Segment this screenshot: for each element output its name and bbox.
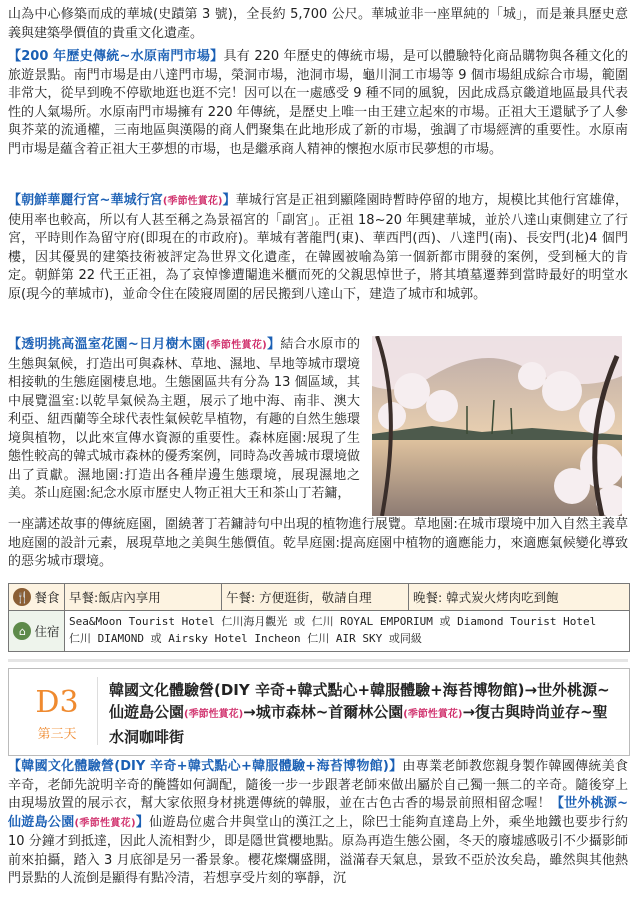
nammun-market-section — [8, 48, 628, 159]
day3-body: 【韓國文化體驗營(DIY 辛奇+韓式點心+韓服體驗+海苔博物館)】由專業老師教您親身製作韓國傳統美食辛奇，老師先說明辛奇的醃醬如何調配，隨後一步一步跟著老師來做出屬於自己獨一無二的辛奇。隨後穿上由現場放置的展示衣，幫大家依照身材挑選傳統的韓服，並在古色古香的場景前照相留念喔！【世外桃源~仙遊島公園(季節性賞花)】仙遊島位處合井與堂山的漢江之上，除巴士能夠直達島上外，乘坐地鐵也要步行約 10 分鐘才到抵達，因此人流相對少，即是隱世賞櫻地點。原為再造生態公園，冬天的廢墟感吸引不少攝影師前來拍攝，踏入 3 月底卻是另一番景象。櫻花燦爛盛開，溢滿春天氣息，景致不亞於汝矣島，雖然與其他熱門景點的人流倒是顯得有點冷清，若想享受片刻的寧靜，沉 — [8, 759, 628, 886]
hotel-label: 住宿 — [34, 624, 60, 639]
day-number: D3 — [35, 685, 79, 720]
intro-text: 山為中心修築而成的華城(史蹟第 3 號)，全長約 5,700 公尺。華城並非一座單純的「城」，而是兼具歷史意義與建築學價值的貴重文化遺產。 — [8, 7, 628, 41]
cherry-blossom-lake-image — [372, 336, 622, 516]
day3-header — [8, 668, 630, 756]
palace-body: 華城行宮是正祖到顯隆園時暫時停留的地方，規模比其他行宮雄偉，使用率也較高，所以有人甚至稱之為景福宮的「副宮」。正祖 18~20 年興建華城，並於八達山東側建立了行宮，平時則作為留守府(即現在的市政府)。華城有著龍門(東)、華西門(西)、八達門(南)、長安門(北)4 個門樓，因其優異的建築技術被評定為世界文化遺產，在韓國被喻為第一個新都市開發的案例，受到極大的肯定。朝鮮第 22 代王正祖，為了哀悼慘遭閹進米櫃而死的父親思悼世子，將其墳墓遷葬到當時最好的明堂水原(現今的華城市)，並命令住在陵寢周圍的居民搬到八達山下，建造了城市和城郭。 — [8, 193, 628, 302]
seonyudo-title: 【世外桃源~仙遊島公園 — [8, 796, 628, 830]
breakfast-cell: 早餐:飯店內享用 — [65, 584, 222, 610]
ecopark-section-continued: 一座講述故事的傳統庭園，圍繞著丁若鏞詩句中出現的植物進行展覽。草地園:在城市環境中加入自然主義草地庭園的設計元素，展現草地之美與生態價值。乾旱庭園:提高庭園中植物的適應能力，來適應氣候變化導致的惡劣城市環境。 — [8, 517, 628, 569]
intro-paragraph — [8, 6, 628, 43]
hotel-line-1: Sea&Moon Tourist Hotel 仁川海月觀光 或 仁川 ROYAL EMPORIUM 或 Diamond Tourist Hotel — [69, 615, 597, 628]
day3-title: 韓國文化體驗營(DIY 辛奇+韓式點心+韓服體驗+海苔博物館)→世外桃源~仙遊島公園(季節性賞花)→城市森林~首爾林公園(季節性賞花)→復古與時尚並存~聖水洞咖啡街 — [109, 681, 610, 746]
cherry-blossom-photo — [372, 336, 622, 516]
lunch-cell: 午餐: 方便逛街，敬請自理 — [222, 584, 409, 610]
day-label: 第三天 — [37, 727, 77, 742]
ecopark-section-top: 【透明挑高溫室花園~日月樹木園(季節性賞花)】結合水原市的生態與氣候，打造出可與森林、草地、濕地、旱地等城市環境相接軌的生態庭園棲息地。生態園區共有分為 13 個區域，其中展覽溫室:以乾旱氣候為主題，展示了地中海、南非、澳大利亞、紐西蘭等全球代表性氣候乾旱植物，有趣的自然生態環境與植物，以此來宣傳水資源的重要性。森林庭園:展現了生態性較高的韓式城市森林的優秀案例，同時為改善城市環境做出了貢獻。濕地園:打造出各種岸邊生態環境，展現濕地之美。茶山庭園:紀念水原市歷史人物正祖大王和茶山丁若鏞， — [8, 337, 360, 501]
meal-label-cell — [9, 584, 65, 610]
dinner-cell: 晚餐: 韓式炭火烤肉吃到飽 — [413, 590, 559, 605]
meal-row — [9, 584, 629, 611]
utensils-icon: 🍴 — [13, 588, 31, 606]
seonyudo-body: 仙遊島位處合井與堂山的漢江之上，除巴士能夠直達島上外，乘坐地鐵也要步行約 10 分鐘才到抵達，因此人流相對少，即是隱世賞櫻地點。原為再造生態公園，冬天的廢墟感吸引不少攝影師前來拍攝，踏入 3 月底卻是另一番景象。櫻花燦爛盛開，溢滿春天氣息，景致不亞於汝矣島，雖然與其他熱門景點的人流倒是顯得有點冷清，若想享受片刻的寧靜，沉 — [8, 814, 628, 886]
meal-label: 餐食 — [34, 590, 60, 605]
ecopark-season-tag: (季節性賞花) — [205, 340, 267, 351]
hotel-line-2: 仁川 DIAMOND 或 Airsky Hotel Incheon 仁川 AIR SKY 或同級 — [69, 632, 422, 645]
meal-hotel-table — [8, 583, 630, 652]
ecopark-body: 結合水原市的生態與氣候，打造出可與森林、草地、濕地、旱地等城市環境相接軌的生態庭園棲息地。生態園區共有分為 13 個區域，其中展覽溫室:以乾旱氣候為主題，展示了地中海、南非、澳大利亞、紐西蘭等全球代表性氣候乾旱植物，有趣的自然生態環境與植物，以此來宣傳水資源的重要性。森林庭園:展現了生態性較高的韓式城市森林的優秀案例，同時為改善城市環境做出了貢獻。濕地園:打造出各種岸邊生態環境，展現濕地之美。茶山庭園:紀念水原市歷史人物正祖大王和茶山丁若鏞， — [8, 337, 360, 501]
nammun-title: 【200 年歷史傳統~水原南門市場】 — [8, 49, 224, 64]
hotel-list — [65, 611, 629, 651]
ecopark-title: 【透明挑高溫室花園~日月樹木園 — [8, 337, 206, 352]
culture-title: 【韓國文化體驗營(DIY 辛奇+韓式點心+韓服體驗+海苔博物館)】 — [8, 759, 403, 774]
hwaseong-palace-section: 【朝鮮華麗行宮~華城行宮(季節性賞花)】華城行宮是正祖到顯隆園時暫時停留的地方，規模比其他行宮雄偉，使用率也較高，所以有人甚至稱之為景福宮的「副宮」。正祖 18~20 年興建華城，並於八達山東側建立了行宮，平時則作為留守府(即現在的市政府)。華城有著龍門(東)、華西門(西)、八達門(南)、長安門(北)4 個門樓，因其優異的建築技術被評定為世界文化遺產，在韓國被喻為第一個新都市開發的案例，受到極大的肯定。朝鮮第 22 代王正祖，為了哀悼慘遭閹進米櫃而死的父親思悼世子，將其墳墓遷葬到當時最好的明堂水原(現今的華城市)，並命令住在陵寢周圍的居民搬到八達山下，建造了城市和城郭。 — [8, 193, 628, 302]
hotel-label-cell — [9, 611, 65, 651]
palace-season-tag: (季節性賞花) — [162, 196, 223, 207]
hotel-icon: ⌂ — [13, 622, 31, 640]
culture-body: 由專業老師教您親身製作韓國傳統美食辛奇，老師先說明辛奇的醃醬如何調配，隨後一步一步跟著老師來做出屬於自己獨一無二的辛奇。隨後穿上由現場放置的展示衣，幫大家依照身材挑選傳統的韓服，並在古色古香的場景前照相留念喔！ — [8, 759, 628, 811]
seonyudo-season-tag: (季節性賞花) — [74, 817, 136, 829]
section-divider — [8, 659, 628, 662]
nammun-body: 具有 220 年歷史的傳統市場，是可以體驗特化商品購物與各種文化的旅遊景點。南門市場是由八達門市場，榮洞市場，池洞市場，龜川洞工市場等 9 個市場組成綜合市場，範圍非常大，從早到晚不停歇地逛也逛不完！因可以在一處感受 9 種不同的風貌，因此成爲京畿道地區最具代表性的人氣場所。水原南門市場擁有 220 年傳統，是歷史上唯一由王建立起來的市場。正祖大王還賦予了人參與芥菜的流通權，三南地區與漢陽的商人們聚集在此地形成了新的市場，強調了市場經濟的重要性。水原南門市場是蘊含着正祖大王夢想的市場，也是繼承商人精神的懷抱水原市民夢想的市場。 — [8, 49, 629, 157]
day3-badge — [17, 677, 98, 745]
hotel-row — [9, 611, 629, 651]
palace-title: 【朝鮮華麗行宮~華城行宮 — [8, 193, 163, 208]
